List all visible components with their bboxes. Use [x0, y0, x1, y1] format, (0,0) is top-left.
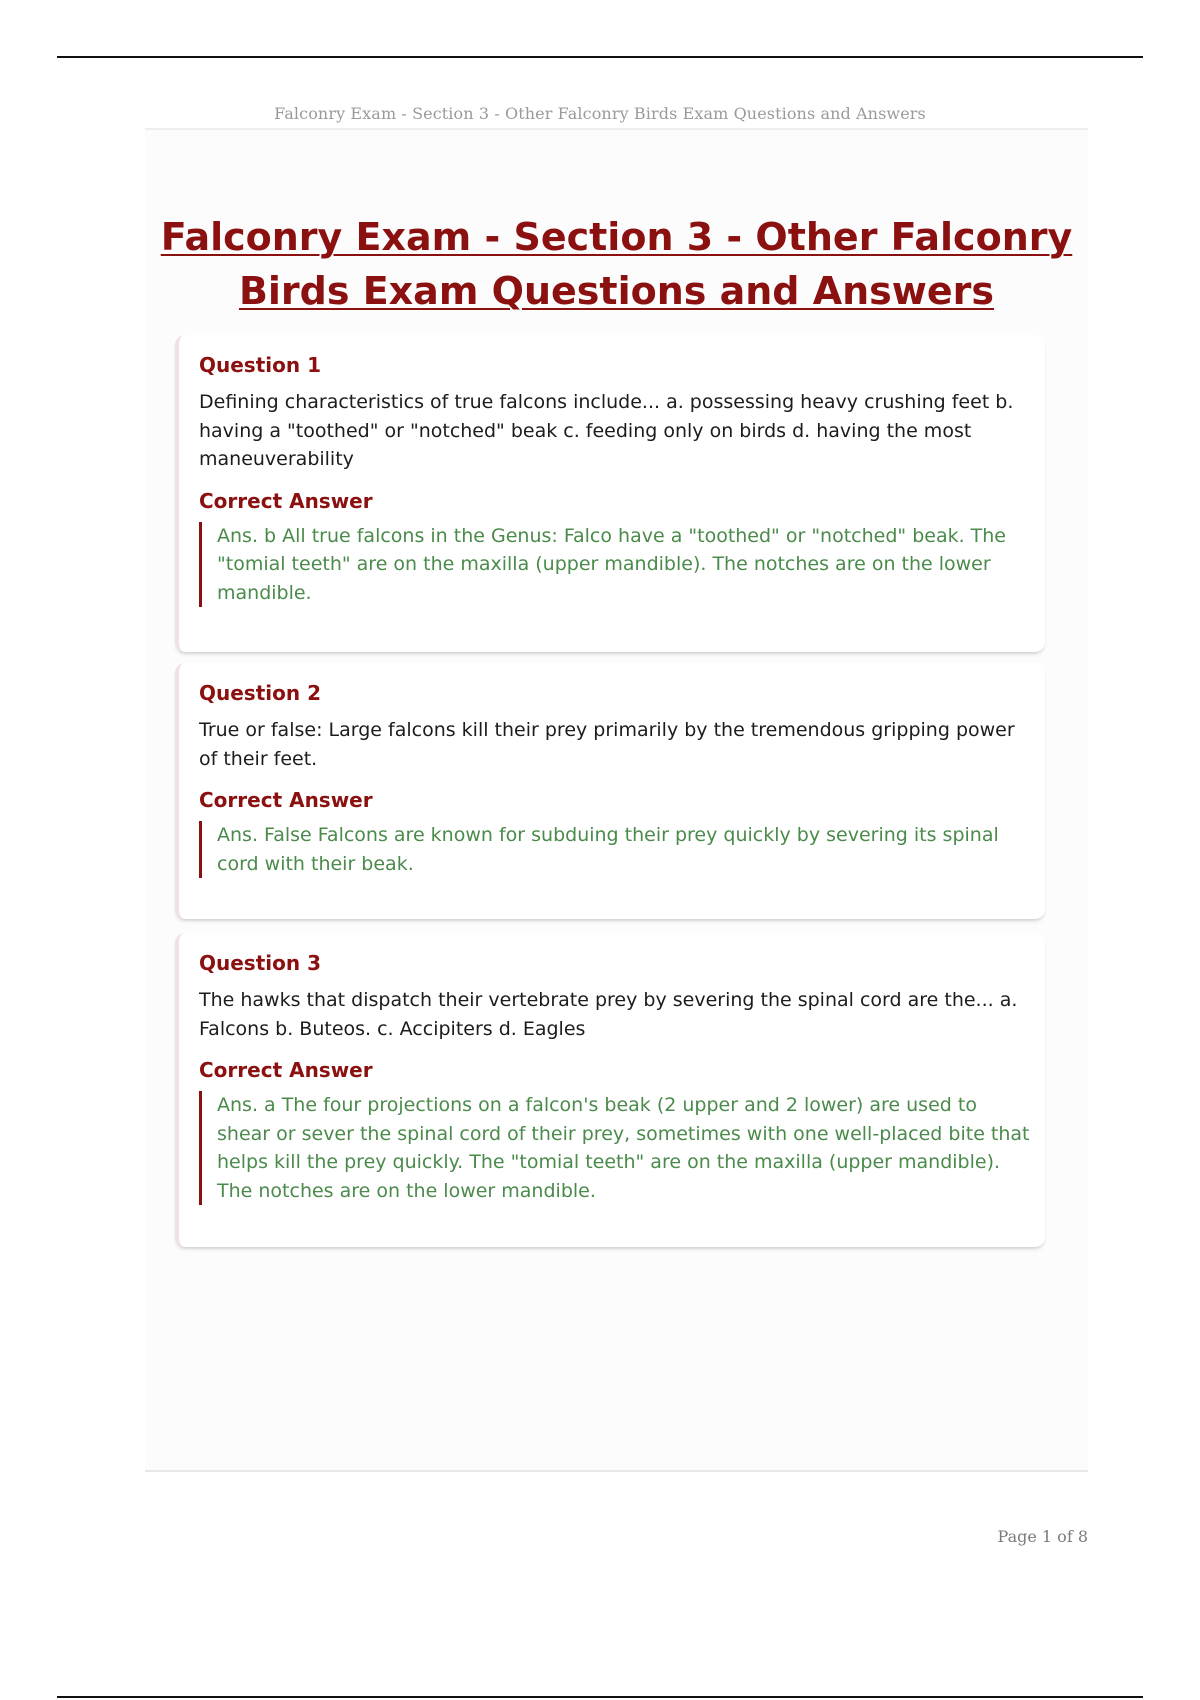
question-heading: Question 3: [199, 951, 321, 975]
running-header: [57, 56, 1143, 123]
question-text: The hawks that dispatch their vertebrate prey by severing the spinal cord are the... a. Falcons b. Buteos. c. Accipiters d. Eagles: [199, 989, 1018, 1040]
answer-text: Ans. False Falcons are known for subduing their prey quickly by severing its spinal cord with their beak.: [199, 821, 1031, 878]
running-header-title: Falconry Exam - Section 3 - Other Falconry Birds Exam Questions and Answers: [274, 104, 926, 123]
page-number: Page 1 of 8: [997, 1527, 1088, 1546]
answer-heading: Correct Answer: [199, 488, 373, 513]
question-heading: Question 2: [199, 681, 321, 705]
question-card: [175, 933, 1045, 1247]
answer-heading: Correct Answer: [199, 1058, 373, 1082]
answer-text: Ans. b All true falcons in the Genus: Falco have a "toothed" or "notched" beak. The "tomial teeth" are on the maxilla (upper mandible). The notches are on the lower mandible.: [199, 522, 1031, 608]
question-heading: Question 1: [199, 353, 321, 377]
answer-text: Ans. a The four projections on a falcon's beak (2 upper and 2 lower) are used to shear or sever the spinal cord of their prey, sometimes with one well-placed bite that helps kill the prey quickly. The "tomial teeth" are on the maxilla (upper mandible). The notches are on the lower mandible.: [199, 1091, 1031, 1205]
question-card: [175, 335, 1045, 652]
page-content: [145, 128, 1088, 1472]
bottom-divider: [57, 1696, 1143, 1698]
question-card: [175, 663, 1045, 919]
document-title: Falconry Exam - Section 3 - Other Falconry Birds Exam Questions and Answers: [160, 215, 1073, 313]
question-text: Defining characteristics of true falcons include... a. possessing heavy crushing feet b. having a "toothed" or "notched" beak c. feeding only on birds d. having the most maneuverability: [199, 391, 1014, 470]
answer-heading: Correct Answer: [199, 788, 373, 812]
question-text: True or false: Large falcons kill their prey primarily by the tremendous gripping power of their feet.: [199, 719, 1015, 770]
